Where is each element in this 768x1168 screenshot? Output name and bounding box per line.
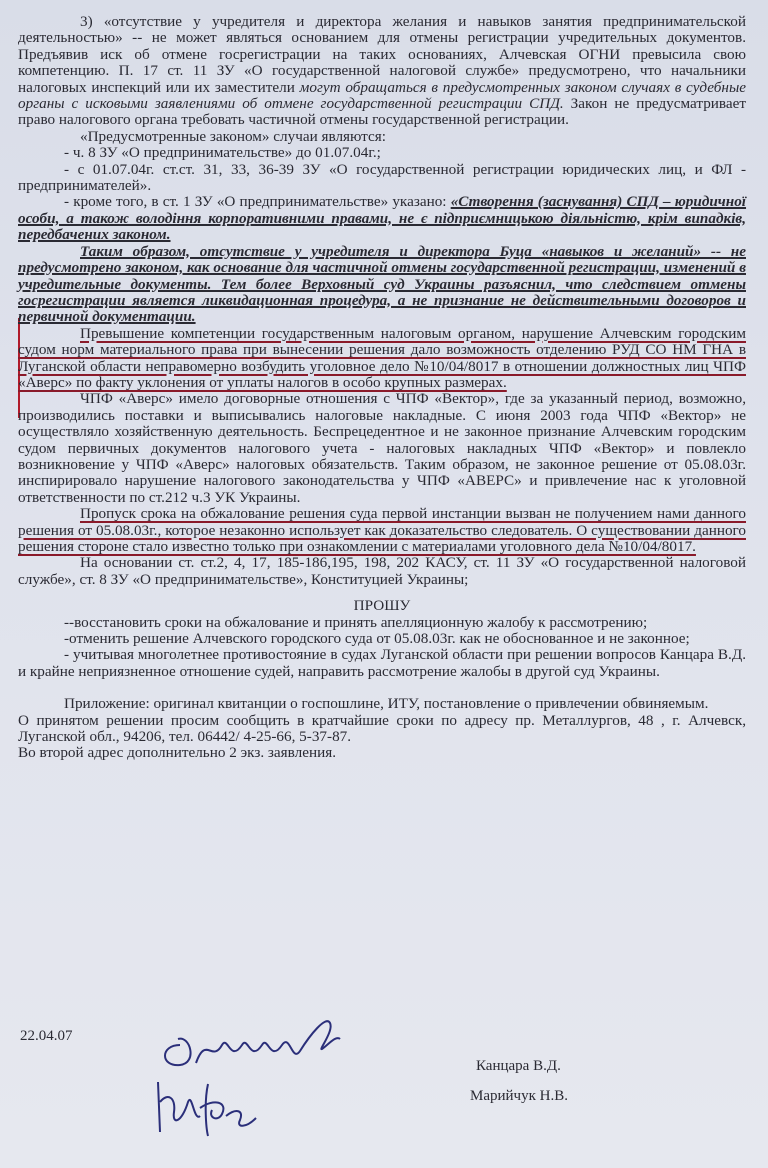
request-item-2: -отменить решение Алчевского городского суда от 05.08.03г. как не обоснованное и не законное; bbox=[64, 630, 690, 648]
request-heading: ПРОШУ bbox=[353, 597, 411, 615]
paragraph-excess: Превышение компетенции государственным налоговым органом, нарушение Алчевским городским судом норм материального права при вынесении решения дало возможность отделению РУД СО НМ ГНА в Луганской области неправомерно возбудить уголовное дело №10/04/8017 в отношении должностных лиц ЧПФ «Аверс» по факту уклонения от уплаты налогов в особо крупных размерах. bbox=[18, 324, 746, 391]
signatory-name-1: Канцара В.Д. bbox=[476, 1058, 561, 1074]
paragraph-basis: На основании ст. ст.2, 4, 17, 185-186,195, 198, 202 КАСУ, ст. 11 ЗУ «О государственной налоговой службе», ст. 8 ЗУ «О предпринимательстве», Конституцией Украины; bbox=[18, 554, 746, 588]
request-item-3: - учитывая многолетнее противостояние в судах Луганской области при решении вопросов Канцара В.Д. и крайне неприязненное отношение судей, направить рассмотрение жалобы в другой суд Украины. bbox=[18, 646, 746, 680]
address-note: О принятом решении просим сообщить в кратчайшие сроки по адресу пр. Металлургов, 48 , г. Алчевск, Луганской обл., 94206, тел. 06442/ 4-25-66, 5-37-87. bbox=[18, 711, 746, 746]
paragraph-avers: ЧПФ «Аверс» имело договорные отношения с ЧПФ «Вектор», где за указанный период, возможно, производились поставки и выписывались налоговые накладные. С июня 2003 года ЧПФ «Вектор» не осуществляло хозяйственную деятельность. Беспрецедентное и не законное признание Алчевским городским судом первичных документов налогового учета - налоговых накладных ЧПФ «Вектор» и повлекло возникновение у ЧПФ «Аверс» налоговых обязательств. Таким образом, не законное решение от 05.08.03г. инспирировало нарушение налогового законодательства у ЧПФ «АВЕРС» и привлечение нас к уголовной ответственности по ст.212 ч.3 УК Украины. bbox=[18, 390, 746, 506]
signature-date: 22.04.07 bbox=[20, 1028, 73, 1044]
signature-1 bbox=[150, 1005, 350, 1075]
paragraph-case-3: - кроме того, в ст. 1 ЗУ «О предпринимательстве» указано: «Створення (заснування) СПД – юридичної особи, а також володіння корпоративними правами, не є підприємницькою діяльністю, крім випадків, передбачених законом. bbox=[18, 193, 747, 244]
signatory-name-2: Марийчук Н.В. bbox=[470, 1088, 568, 1104]
document-body bbox=[18, 14, 746, 762]
paragraph-conclusion: Таким образом, отсутствие у учредителя и директора Буца «навыков и желаний» -- не предусмотрено законом, как основание для частичной отмены государственной регистрации, изменений в учредительные документы. Тем более Верховный суд Украины разъяснил, что следствием отмены госрегистрации является ликвидационная процедура, а не признание не действительными договоров и первичной документации. bbox=[18, 242, 746, 326]
paragraph-3: 3) «отсутствие у учредителя и директора желания и навыков занятия предпринимательской деятельностью» -- не может являться основанием для отмены регистрации учредительных документов. Предъявив иск об отмене госрегистрации на таких основаниях, Алчевская ОГНИ превысила свою компетенцию. П. 17 ст. 11 ЗУ «О государственной налоговой службе» предусмотрено, что начальники налоговых инспекций или их заместители могут обращаться в предусмотренных законом случаях в судебные органы с исковыми заявлениями об отмене государственной регистрации СПД. Закон не предусматривает право налогового органа требовать частичной отмены государственной регистрации. bbox=[18, 13, 747, 129]
attachments: Приложение: оригинал квитанции о госпошлине, ИТУ, постановление о привлечении обвиняемым. bbox=[64, 695, 709, 713]
paragraph-deadline: Пропуск срока на обжалование решения суда первой инстанции вызван не получением нами данного решения от 05.08.03г., которое незаконно использует как доказательство следователь. О существовании данного решения стороне стало известно только при ознакомлении с материалами уголовного дела №10/04/8017. bbox=[18, 505, 746, 555]
paragraph-cases-heading: «Предусмотренные законом» случаи являются: bbox=[80, 127, 386, 145]
request-item-1: --восстановить сроки на обжалование и принять апелляционную жалобу к рассмотрению; bbox=[64, 613, 648, 631]
signature-2 bbox=[148, 1072, 268, 1142]
paragraph-case-1: - ч. 8 ЗУ «О предпринимательстве» до 01.07.04г.; bbox=[64, 144, 381, 162]
paragraph-case-2: - с 01.07.04г. ст.ст. 31, 33, 36-39 ЗУ «О государственной регистрации юридических лиц, и ФЛ - предпринимателей». bbox=[18, 160, 746, 195]
copies-note: Во второй адрес дополнительно 2 экз. заявления. bbox=[18, 744, 336, 762]
